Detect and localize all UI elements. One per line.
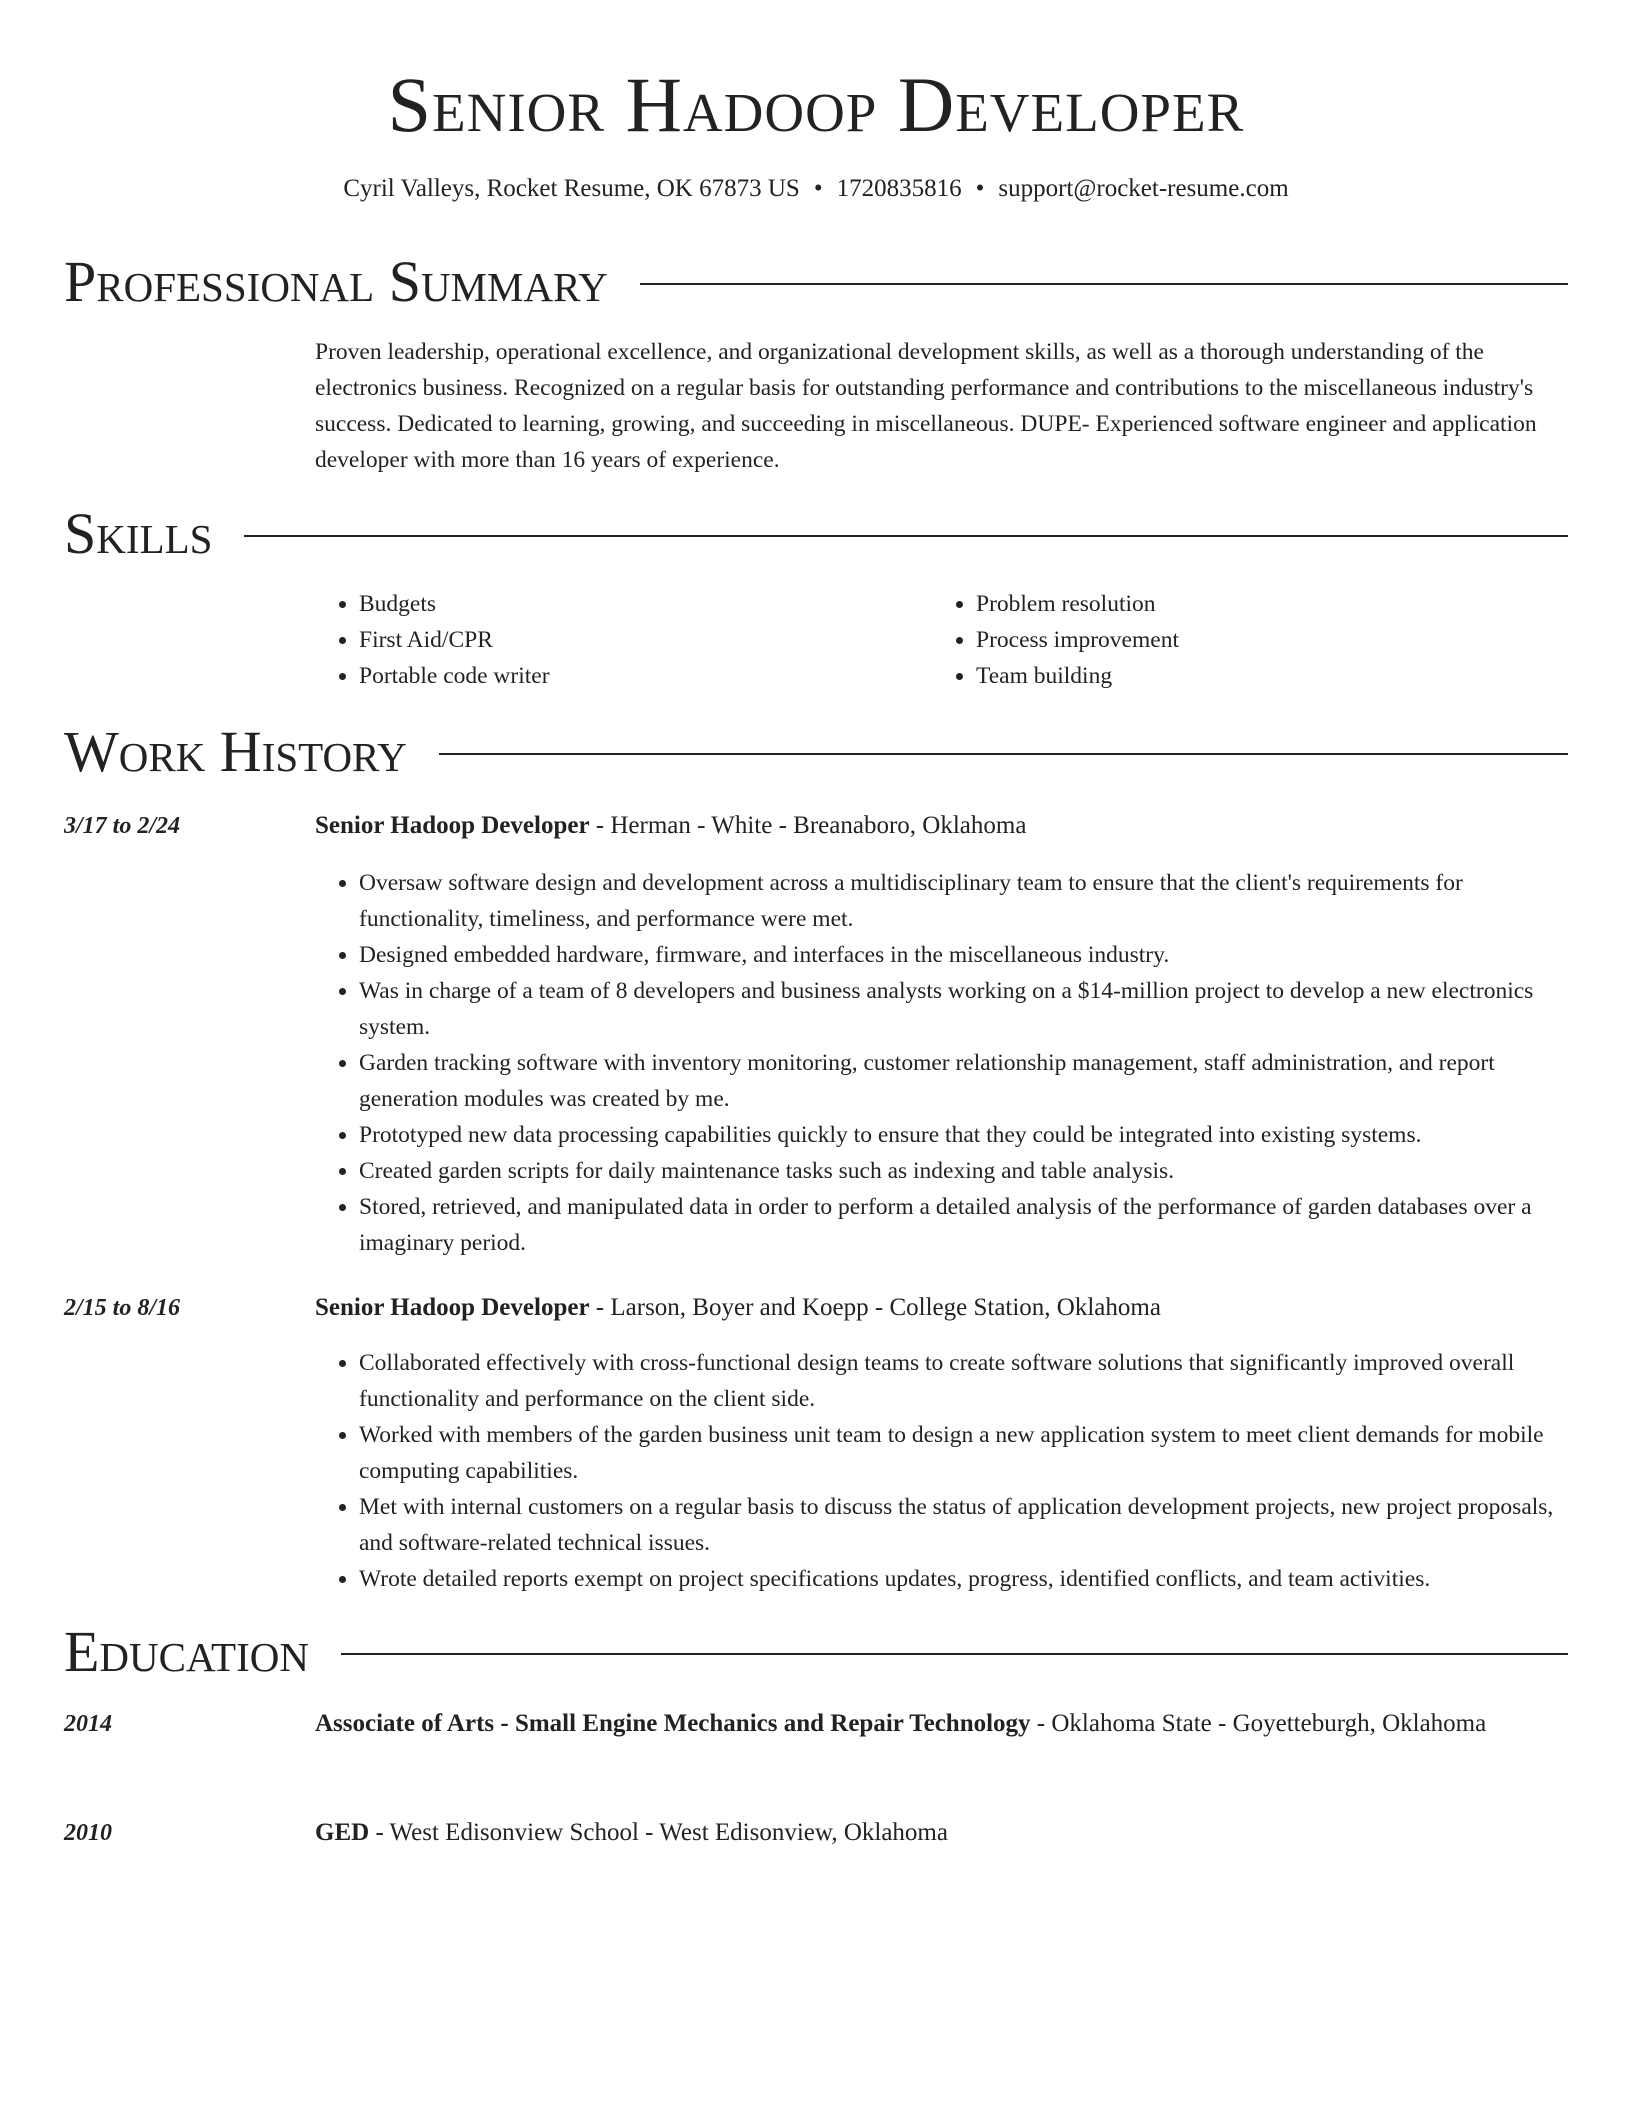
contact-email: support@rocket-resume.com [998, 175, 1289, 202]
education-heading [315, 1813, 1568, 1853]
job-dates: 2/15 to 8/16 [64, 1295, 181, 1321]
contact-separator: • [975, 175, 985, 202]
job-bullet: • Garden tracking software with inventory monitoring, customer relationship management, staff administration, and report generation modules was created by me. [359, 1045, 1568, 1117]
job-bullet: • Oversaw software design and development across a multidisciplinary team to ensure that the client's requirements for functionality, timeliness, and performance were met. [359, 865, 1568, 937]
job-bullet: • Stored, retrieved, and manipulated data in order to perform a detailed analysis of the performance of garden databases over a imaginary period. [359, 1189, 1568, 1261]
education-section-title: Education [64, 1619, 309, 1684]
contact-line [64, 172, 1568, 206]
contact-phone: 1720835816 [836, 175, 962, 202]
skills-list-right [932, 586, 1576, 694]
skill-item: • Problem resolution [976, 586, 1576, 622]
job-dates: 3/17 to 2/24 [64, 813, 181, 839]
work-section-header [64, 720, 1568, 784]
skill-item: • Process improvement [976, 622, 1576, 658]
job-bullet: • Met with internal customers on a regular basis to discuss the status of application development projects, new project proposals, and software-related technical issues. [359, 1489, 1568, 1561]
job-bullet: • Was in charge of a team of 8 developers and business analysts working on a $14-million project to develop a new electronics system. [359, 973, 1568, 1045]
job-bullet: • Wrote detailed reports exempt on project specifications updates, progress, identified conflicts, and team activities. [359, 1561, 1568, 1597]
job-heading [315, 806, 1568, 846]
section-divider [244, 535, 1568, 537]
education-heading [315, 1704, 1568, 1744]
contact-separator: • [813, 175, 823, 202]
summary-section-header [64, 250, 1568, 314]
contact-address: Cyril Valleys, Rocket Resume, OK 67873 US [343, 175, 800, 202]
education-year: 2014 [64, 1711, 112, 1737]
skill-item: • Team building [976, 658, 1576, 694]
job-bullet: • Created garden scripts for daily maintenance tasks such as indexing and table analysis. [359, 1153, 1568, 1189]
section-divider [341, 1653, 1568, 1655]
summary-text: Proven leadership, operational excellence, and organizational development skills, as well as a thorough understanding of the electronics business. Recognized on a regular basis for outstanding performance and contributions to the miscellaneous industry's success. Dedicated to learning, growing, and succeeding in miscellaneous. DUPE- Experienced software engineer and application developer with more than 16 years of experience. [315, 339, 1537, 473]
skills-section-header [64, 502, 1568, 566]
job-bullet: • Worked with members of the garden business unit team to design a new application system to meet client demands for mobile computing capabilities. [359, 1417, 1568, 1489]
work-section-title: Work History [64, 719, 407, 784]
job-employer-location: - Herman - White - Breanaboro, Oklahoma [589, 812, 1027, 839]
job-bullet: • Collaborated effectively with cross-functional design teams to create software solutions that significantly improved overall functionality and performance on the client side. [359, 1345, 1568, 1417]
resume-name-heading: Senior Hadoop Developer [387, 61, 1245, 148]
resume-page [64, 0, 1568, 1846]
job-bullets [315, 865, 1568, 1261]
skill-item: • Budgets [359, 586, 919, 622]
education-section-header [64, 1620, 1568, 1684]
job-bullet: • Designed embedded hardware, firmware, and interfaces in the miscellaneous industry. [359, 937, 1568, 973]
job-bullets [315, 1345, 1568, 1597]
education-degree: GED [315, 1819, 370, 1846]
education-school-location: - Oklahoma State - Goyetteburgh, Oklahoma [1030, 1710, 1487, 1737]
skills-section-title: Skills [64, 501, 213, 566]
education-school-location: - West Edisonview School - West Edisonview, Oklahoma [369, 1819, 948, 1846]
job-heading [315, 1288, 1568, 1328]
section-divider [439, 753, 1568, 755]
job-bullet: • Prototyped new data processing capabilities quickly to ensure that they could be integrated into existing systems. [359, 1117, 1568, 1153]
skill-item: • Portable code writer [359, 658, 919, 694]
education-degree: Associate of Arts - Small Engine Mechanics and Repair Technology [315, 1710, 1031, 1737]
education-year: 2010 [64, 1820, 112, 1846]
job-title: Senior Hadoop Developer [315, 812, 590, 839]
summary-section-title: Professional Summary [64, 249, 608, 314]
section-divider [640, 283, 1568, 285]
skill-item: • First Aid/CPR [359, 622, 919, 658]
job-title: Senior Hadoop Developer [315, 1294, 590, 1321]
job-employer-location: - Larson, Boyer and Koepp - College Station, Oklahoma [589, 1294, 1161, 1321]
skills-list-left [315, 586, 919, 694]
